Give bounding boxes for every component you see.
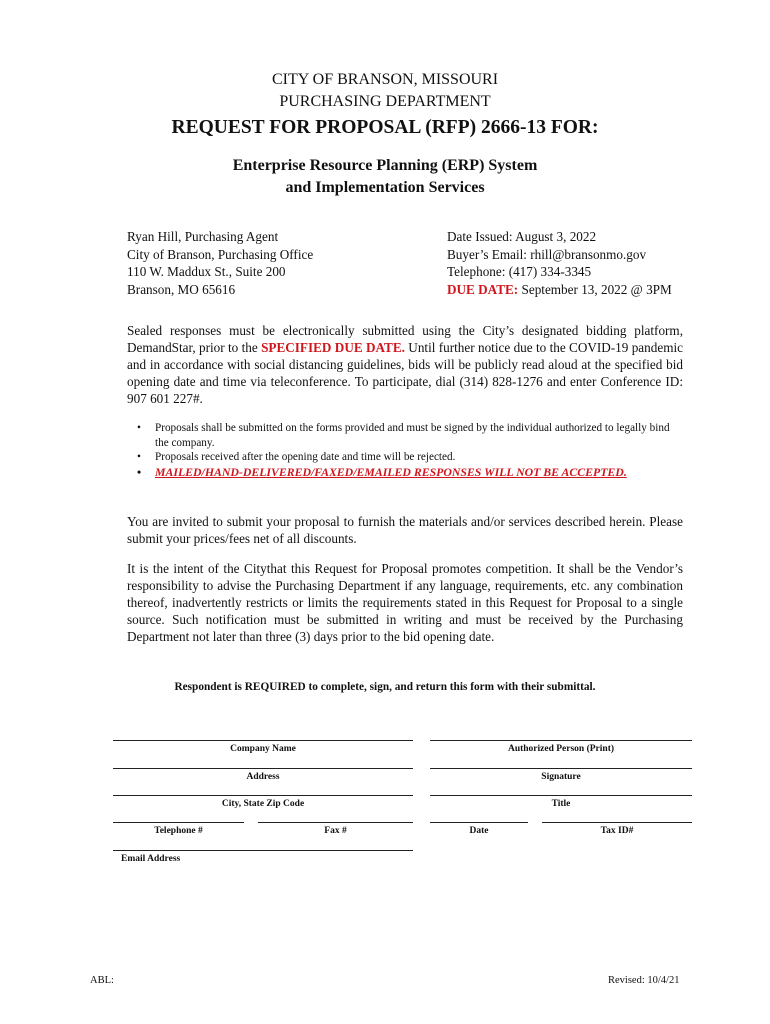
issue-info-block xyxy=(447,228,672,298)
address-field[interactable] xyxy=(113,768,413,782)
tax-id-field[interactable] xyxy=(542,822,692,836)
telephone-field[interactable] xyxy=(113,822,244,836)
intent-paragraph: It is the intent of the Citythat this Request for Proposal promotes competition. It shall be the Vendor’s responsibility to advise the Purchasing Department if any language, requirements, etc. any combination thereof, inadvertently restricts or limits the requirements stated in this Request for Proposal to a single source. Such notification must be submitted in writing and must be received by the Purchasing Department not later than three (3) days prior to the bid opening date. xyxy=(127,561,683,644)
email-address-field[interactable] xyxy=(113,850,413,864)
specified-due-date: SPECIFIED DUE DATE. xyxy=(261,340,405,355)
requirements-list xyxy=(137,421,677,479)
company-name-field[interactable] xyxy=(113,740,413,754)
field-label: Tax ID# xyxy=(600,826,634,836)
subtitle-line-2: and Implementation Services xyxy=(285,179,485,196)
bullet-icon: • xyxy=(137,464,142,479)
department-header: PURCHASING DEPARTMENT xyxy=(279,93,491,110)
agent-street: 110 W. Maddux St., Suite 200 xyxy=(127,264,286,279)
footer-abl: ABL: xyxy=(90,975,114,986)
agent-office: City of Branson, Purchasing Office xyxy=(127,246,314,262)
bullet-text: Proposals received after the opening date and time will be rejected. xyxy=(155,451,456,463)
field-label: Title xyxy=(551,799,571,809)
agent-city: Branson, MO 65616 xyxy=(127,281,236,297)
rfp-title: REQUEST FOR PROPOSAL (RFP) 2666-13 FOR: xyxy=(171,117,599,138)
buyer-email: Buyer’s Email: rhill@bransonmo.gov xyxy=(447,246,647,262)
field-label: Date xyxy=(469,826,489,836)
title-field[interactable] xyxy=(430,795,692,809)
date-field[interactable] xyxy=(430,822,528,836)
agent-name: Ryan Hill, Purchasing Agent xyxy=(127,229,279,244)
bullet-icon: • xyxy=(137,422,141,434)
signature-field[interactable] xyxy=(430,768,692,782)
list-item xyxy=(137,450,677,465)
bullet-text: Proposals shall be submitted on the forms provided and must be signed by the individual authorized to legally bind the company. xyxy=(155,422,670,449)
agent-contact-block xyxy=(127,228,313,298)
due-date-label: DUE DATE: xyxy=(447,281,519,297)
field-label: Company Name xyxy=(230,744,296,754)
field-label: Email Address xyxy=(121,854,181,864)
footer-revised: Revised: 10/4/21 xyxy=(608,975,680,986)
field-label: Signature xyxy=(541,772,581,782)
city-header: CITY OF BRANSON, MISSOURI xyxy=(271,71,499,88)
authorized-person-field[interactable] xyxy=(430,740,692,754)
due-date-value: September 13, 2022 @ 3PM xyxy=(518,281,672,297)
project-subtitle xyxy=(0,155,770,199)
submission-text-b: Until further notice due to the COVID-19 pandemic and in accordance with social distancing guidelines, bids will be publicly read aloud at the specified bid opening date and time via teleconference. To participate, dial (314) 828-1276 and enter Conference ID: 907 601 227#. xyxy=(127,340,683,406)
field-label: Telephone # xyxy=(154,826,203,836)
subtitle-line-1: Enterprise Resource Planning (ERP) System xyxy=(232,157,538,174)
submission-paragraph xyxy=(127,322,683,407)
bullet-text: MAILED/HAND-DELIVERED/FAXED/EMAILED RESPONSES WILL NOT BE ACCEPTED. xyxy=(155,464,627,479)
bullet-icon: • xyxy=(137,451,141,463)
required-notice: Respondent is REQUIRED to complete, sign, and return this form with their submittal. xyxy=(174,681,596,693)
list-item xyxy=(137,421,677,450)
field-label: Authorized Person (Print) xyxy=(507,744,615,754)
invitation-paragraph: You are invited to submit your proposal to furnish the materials and/or services described herein. Please submit your prices/fees net of all discounts. xyxy=(127,514,683,546)
due-date xyxy=(447,281,672,299)
submission-text-a: Sealed responses must be electronically submitted using the City’s designated bidding platform, DemandStar, prior to the xyxy=(127,323,683,355)
city-state-zip-field[interactable] xyxy=(113,795,413,809)
date-issued: Date Issued: August 3, 2022 xyxy=(447,229,597,244)
field-label: City, State Zip Code xyxy=(221,799,305,809)
field-label: Fax # xyxy=(324,826,347,836)
fax-field[interactable] xyxy=(258,822,413,836)
list-item xyxy=(137,465,677,480)
buyer-phone: Telephone: (417) 334-3345 xyxy=(447,264,592,279)
field-label: Address xyxy=(246,772,280,782)
